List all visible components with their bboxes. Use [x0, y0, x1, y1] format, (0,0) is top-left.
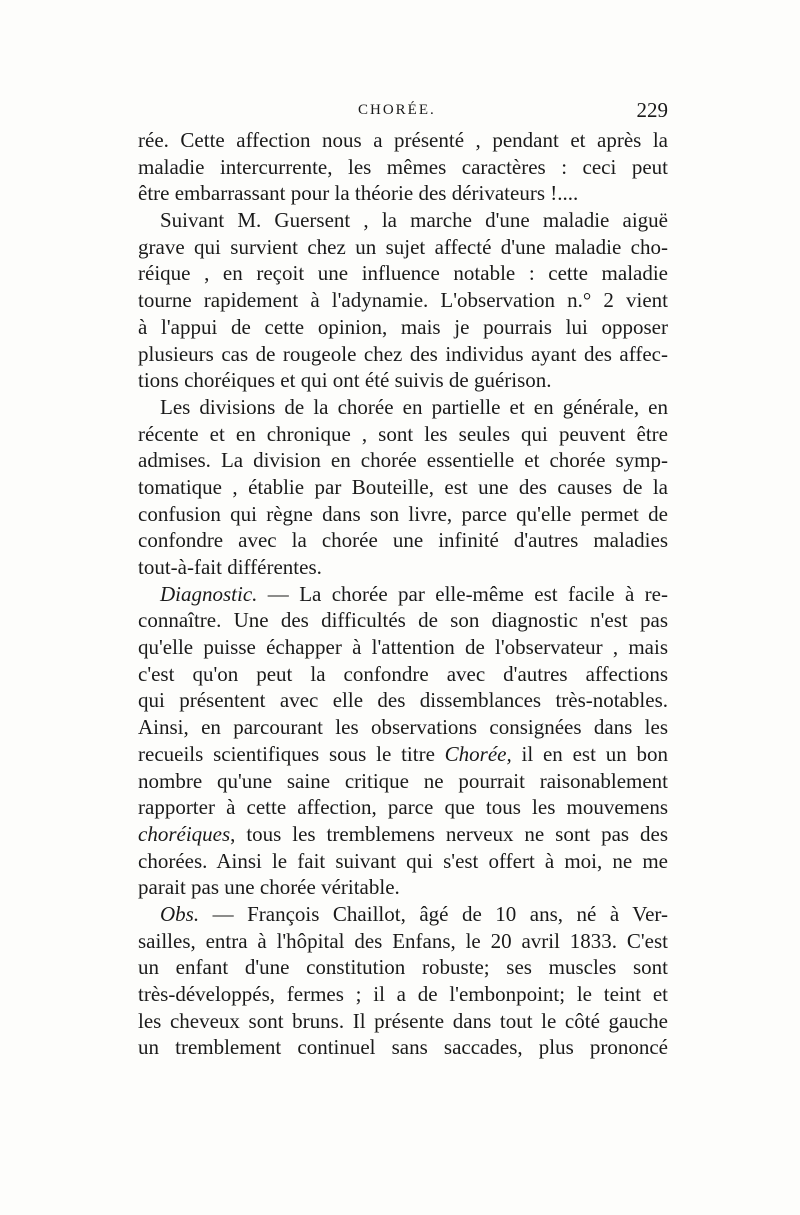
page-header [138, 96, 668, 126]
text-line: tourne rapidement à l'adynamie. L'observation n.° 2 vient [138, 288, 668, 313]
text-line: tomatique , établie par Bouteille, est une des causes de la [138, 474, 668, 499]
text-fragment: , tous les tremblemens nerveux ne sont pas des [230, 821, 668, 846]
text-line: maladie intercurrente, les mêmes caractères : ceci peut [138, 154, 668, 179]
text-line [138, 581, 668, 608]
text-line: confusion qui règne dans son livre, parce qu'elle permet de [138, 501, 668, 526]
text-line [138, 741, 668, 768]
paragraph-1 [138, 127, 668, 207]
text-line: être embarrassant pour la théorie des dérivateurs !.... [138, 181, 579, 206]
text-line: un tremblement continuel sans saccades, plus prononcé [138, 1035, 668, 1060]
text-line: rapporter à cette affection, parce que tous les mouvemens [138, 795, 668, 820]
text-line: grave qui survient chez un sujet affecté d'une maladie cho- [138, 234, 668, 259]
paragraph-3 [138, 394, 668, 581]
text-line: à l'appui de cette opinion, mais je pourrais lui opposer [138, 314, 668, 339]
text-fragment: recueils scientifiques sous le titre [138, 741, 445, 766]
text-line: c'est qu'on peut la confondre avec d'autres affections [138, 661, 668, 686]
text-line: les cheveux sont bruns. Il présente dans tout le côté gauche [138, 1008, 668, 1033]
text-line: plusieurs cas de rougeole chez des individus ayant des affec- [138, 341, 668, 366]
text-line: nombre qu'une saine critique ne pourrait raisonablement [138, 768, 668, 793]
text-line [138, 901, 668, 928]
text-line: Ainsi, en parcourant les observations consignées dans les [138, 715, 668, 740]
text-fragment: il en est un bon [511, 741, 668, 766]
text-line: un enfant d'une constitution robuste; ses muscles sont [138, 955, 668, 980]
text-line: récente et en chronique , sont les seules qui peuvent être [138, 421, 668, 446]
text-line [138, 821, 668, 848]
text-line: Les divisions de la chorée en partielle et en générale, en [160, 394, 668, 419]
text-line: confondre avec la chorée une infinité d'autres maladies [138, 528, 668, 553]
text-line: qui présentent avec elle des dissemblances très-notables. [138, 688, 668, 713]
body-text [138, 127, 668, 1061]
section-lead-diagnostic: Diagnostic. [160, 581, 258, 606]
text-line: connaître. Une des difficultés de son diagnostic n'est pas [138, 608, 668, 633]
text-line: qu'elle puisse échapper à l'attention de l'observateur , mais [138, 635, 668, 660]
text-fragment: — François Chaillot, âgé de 10 ans, né à Ver- [199, 901, 668, 926]
text-line: très-développés, fermes ; il a de l'embonpoint; le teint et [138, 982, 668, 1006]
paragraph-observation [138, 901, 668, 1061]
text-line: parait pas une chorée véritable. [138, 875, 400, 900]
running-head: CHORÉE. [358, 102, 436, 118]
text-line: Suivant M. Guersent , la marche d'une maladie aiguë [160, 208, 668, 233]
section-lead-obs: Obs. [160, 901, 200, 926]
text-line: rée. Cette affection nous a présenté , pendant et après la [138, 128, 668, 152]
paragraph-2 [138, 207, 668, 394]
italic-term: choréiques [138, 821, 231, 846]
text-line: sailles, entra à l'hôpital des Enfans, le 20 avril 1833. C'est [138, 928, 668, 953]
text-line: admises. La division en chorée essentielle et chorée symp- [138, 448, 668, 473]
paragraph-diagnostic [138, 581, 668, 901]
italic-term: Chorée, [444, 741, 512, 766]
text-line: réique , en reçoit une influence notable : cette maladie [138, 261, 668, 286]
text-fragment: — La chorée par elle-même est facile à re- [257, 581, 668, 606]
text-line: tions choréiques et qui ont été suivis de guérison. [138, 368, 552, 393]
page-number: 229 [636, 98, 668, 122]
text-line: chorées. Ainsi le fait suivant qui s'est offert à moi, ne me [138, 848, 668, 873]
text-line: tout-à-fait différentes. [138, 555, 322, 579]
